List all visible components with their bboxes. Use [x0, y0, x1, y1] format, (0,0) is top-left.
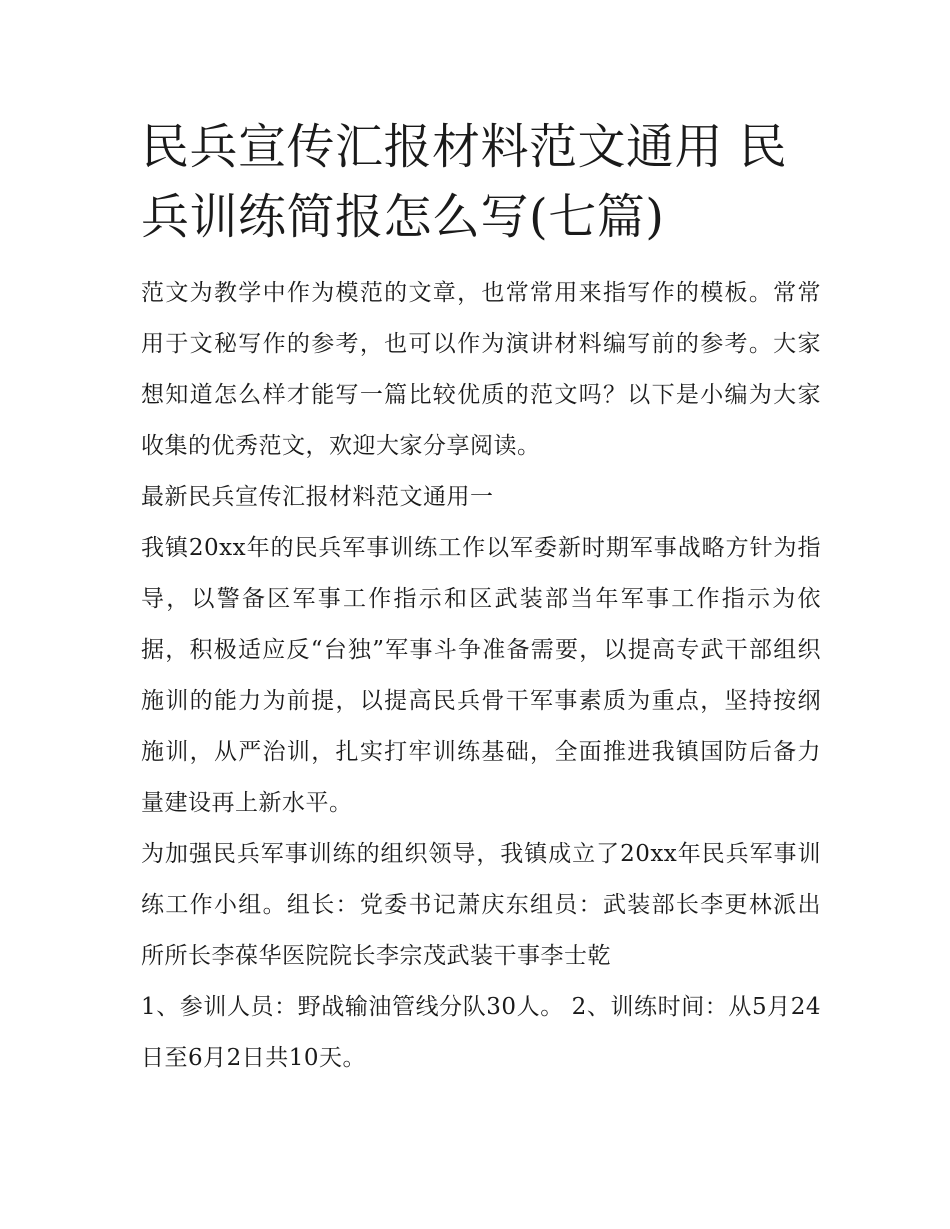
body-paragraph: 1、参训人员：野战输油管线分队30人。 2、训练时间：从5月24日至6月2日共10天。 [141, 994, 821, 1071]
document-title: 民兵宣传汇报材料范文通用 民兵训练简报怎么写(七篇) [141, 119, 788, 245]
body-paragraph: 为加强民兵军事训练的组织领导，我镇成立了20xx年民兵军事训练工作小组。组长：党委书记萧庆东组员：武装部长李更林派出所所长李葆华医院院长李宗茂武装干事李士乾 [141, 841, 821, 969]
body-paragraph: 我镇20xx年的民兵军事训练工作以军委新时期军事战略方针为指导，以警备区军事工作指示和区武装部当年军事工作指示为依据，积极适应反“台独”军事斗争准备需要，以提高专武干部组织施训的能力为前提，以提高民兵骨干军事素质为重点，坚持按纲施训，从严治训，扎实打牢训练基础，全面推进我镇国防后备力量建设再上新水平。 [141, 535, 821, 816]
intro-paragraph: 范文为教学中作为模范的文章，也常常用来指写作的模板。常常用于文秘写作的参考，也可以作为演讲材料编写前的参考。大家想知道怎么样才能写一篇比较优质的范文吗？以下是小编为大家收集的优秀范文，欢迎大家分享阅读。 [141, 280, 821, 459]
document-body [141, 112, 821, 1084]
section-heading: 最新民兵宣传汇报材料范文通用一 [141, 484, 494, 510]
